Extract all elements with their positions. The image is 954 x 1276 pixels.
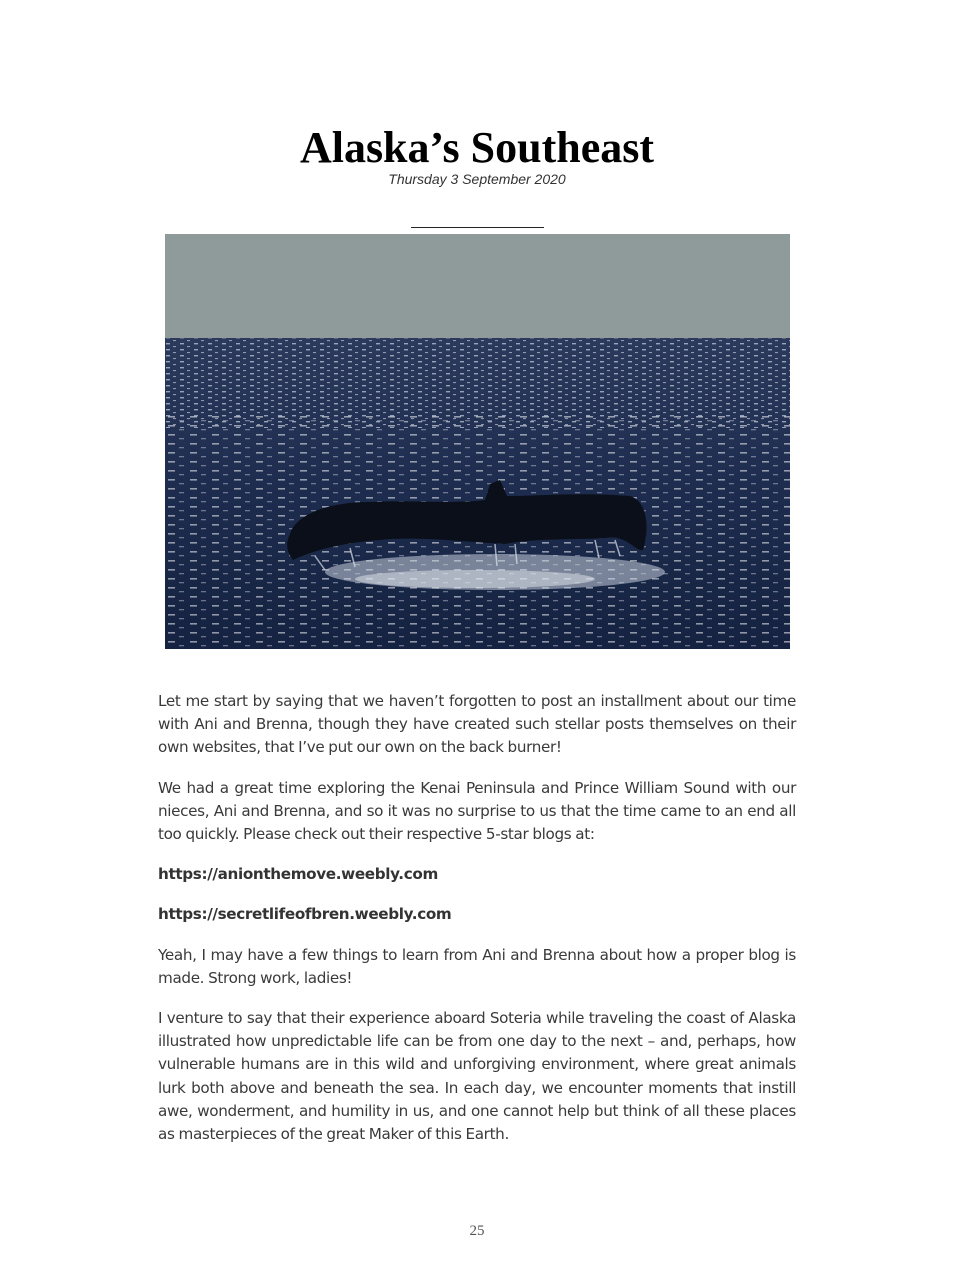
- paragraph: We had a great time exploring the Kenai Peninsula and Prince William Sound with our nieces, Ani and Brenna, and so it was no surprise to us that the time came to an end all too quickly. Please check out their respective 5-star blogs at:: [158, 778, 796, 844]
- blog-link-ani[interactable]: https://anionthemove.weebly.com: [158, 865, 438, 884]
- sky: [165, 234, 790, 338]
- page-number: 25: [469, 1223, 485, 1239]
- paragraph: Let me start by saying that we haven’t forgotten to post an installment about our time with Ani and Brenna, though they have created such stellar posts themselves on their own websites, that I’ve put our own on the back burner!: [158, 692, 796, 757]
- whale-tail-photo: [165, 234, 790, 649]
- blog-link-bren[interactable]: https://secretlifeofbren.weebly.com: [158, 905, 452, 924]
- post-date: Thursday 3 September 2020: [388, 171, 566, 187]
- article-body: [158, 690, 796, 1163]
- title-divider: [411, 227, 544, 228]
- page-title: Alaska’s Southeast: [299, 123, 655, 172]
- paragraph: Yeah, I may have a few things to learn from Ani and Brenna about how a proper blog is made. Strong work, ladies!: [158, 945, 796, 987]
- paragraph: I venture to say that their experience aboard Soteria while traveling the coast of Alaska illustrated how unpredictable life can be from one day to the next – and, perhaps, how vulnerable humans are in this wild and unforgiving environment, where great animals lurk both above and beneath the sea. In each day, we encounter moments that instill awe, wonderment, and humility in us, and one cannot help but think of all these places as masterpieces of the great Maker of this Earth.: [158, 1009, 796, 1144]
